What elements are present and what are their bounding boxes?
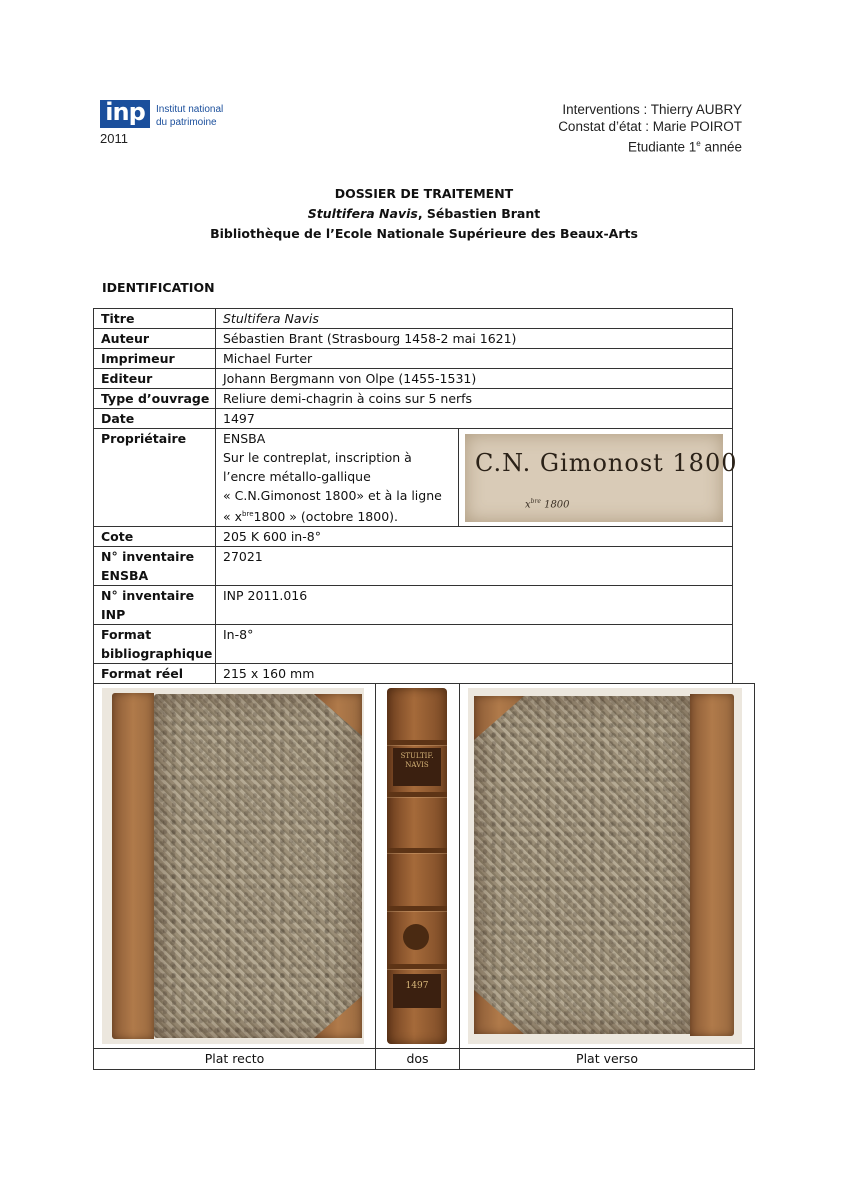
inscription-photo xyxy=(465,434,738,522)
table-row xyxy=(94,429,733,527)
owner-description xyxy=(216,429,459,527)
row-label: Format réel xyxy=(94,664,216,684)
logo-institution-line1: Institut national xyxy=(156,104,224,115)
row-label: Type d’ouvrage xyxy=(94,389,216,409)
inscription-date xyxy=(525,492,570,514)
table-row xyxy=(94,664,733,684)
row-label: Editeur xyxy=(94,369,216,389)
owner-line-part: « x xyxy=(223,509,243,525)
row-label: Auteur xyxy=(94,329,216,349)
table-row xyxy=(94,547,733,586)
caption-dos: dos xyxy=(375,1048,460,1070)
caption-verso: Plat verso xyxy=(459,1048,755,1070)
table-row xyxy=(94,369,733,389)
caption-recto: Plat recto xyxy=(93,1048,376,1070)
owner-line: l’encre métallo-gallique xyxy=(223,469,371,484)
row-label xyxy=(94,586,216,625)
row-label: Date xyxy=(94,409,216,429)
inscription-handwriting: C.N. Gimonost 1800 xyxy=(475,449,738,477)
spine-title-line: STULTIF. xyxy=(400,752,434,760)
photo-cell-dos xyxy=(375,683,460,1049)
row-value: INP 2011.016 xyxy=(216,586,733,625)
row-label-line: ENSBA xyxy=(101,568,149,584)
table-row xyxy=(94,349,733,369)
table-row xyxy=(94,586,733,625)
photo-cell-recto xyxy=(93,683,376,1049)
logo-institution-line2: du patrimoine xyxy=(156,117,217,128)
table-row xyxy=(94,389,733,409)
binding-photos xyxy=(93,683,755,1070)
spine-date-label: 1497 xyxy=(393,974,441,1008)
title-work: Stultifera Navis xyxy=(307,206,418,221)
constat-line: Constat d’état : Marie POIROT xyxy=(558,119,742,134)
title-line3: Bibliothèque de l’Ecole Nationale Supérieure des Beaux-Arts xyxy=(210,226,638,241)
inscription-date-sup: bre xyxy=(530,498,541,505)
spine-title-line: NAVIS xyxy=(405,761,429,769)
owner-line: Sur le contreplat, inscription à xyxy=(223,450,412,465)
spine-band xyxy=(387,964,447,969)
row-label: Titre xyxy=(94,309,216,329)
recto-photo xyxy=(102,688,364,1044)
recto-board xyxy=(154,694,362,1038)
table-row xyxy=(94,625,733,664)
owner-line xyxy=(223,505,458,526)
spine-band xyxy=(387,848,447,853)
table-row xyxy=(94,329,733,349)
recto-spine-leather xyxy=(112,693,154,1039)
row-label-line: INP xyxy=(101,607,126,623)
logo-year: 2011 xyxy=(100,131,128,146)
interventions-line: Interventions : Thierry AUBRY xyxy=(562,102,742,117)
row-label xyxy=(94,547,216,586)
spine-band xyxy=(387,906,447,911)
spine-title-label xyxy=(393,748,441,786)
row-value: Michael Furter xyxy=(216,349,733,369)
title-line2 xyxy=(0,204,848,224)
row-value: 205 K 600 in-8° xyxy=(216,527,733,547)
spine-band xyxy=(387,740,447,745)
row-value: Reliure demi-chagrin à coins sur 5 nerfs xyxy=(216,389,733,409)
owner-line-part: 1800 » (octobre 1800). xyxy=(253,509,398,525)
owner-line: « C.N.Gimonost 1800» et à la ligne xyxy=(223,488,442,503)
row-value: 27021 xyxy=(216,547,733,586)
table-row xyxy=(94,409,733,429)
table-row xyxy=(94,527,733,547)
row-value: Johann Bergmann von Olpe (1455-1531) xyxy=(216,369,733,389)
row-value: In-8° xyxy=(216,625,733,664)
row-label: Imprimeur xyxy=(94,349,216,369)
spine-photo xyxy=(387,688,447,1044)
verso-spine-leather xyxy=(690,694,734,1036)
title-line1: DOSSIER DE TRAITEMENT xyxy=(334,186,514,201)
spine-band xyxy=(387,792,447,797)
identification-table xyxy=(93,308,738,684)
owner-line-sup: bre xyxy=(242,510,254,518)
row-value: Sébastien Brant (Strasbourg 1458-2 mai 1621) xyxy=(216,329,733,349)
row-value: 215 x 160 mm xyxy=(216,664,733,684)
row-label xyxy=(94,625,216,664)
student-line xyxy=(558,135,742,156)
section-heading: IDENTIFICATION xyxy=(102,280,215,295)
row-label-line: bibliographique xyxy=(101,646,213,662)
student-tail: année xyxy=(700,139,742,155)
row-label-line: Format xyxy=(101,627,152,643)
title-author: , Sébastien Brant xyxy=(417,206,541,221)
verso-board xyxy=(474,696,694,1034)
inscription-date-tail: 1800 xyxy=(540,499,570,511)
verso-photo xyxy=(468,688,742,1044)
inscription-photo-cell xyxy=(459,429,738,527)
row-label: Propriétaire xyxy=(94,429,216,527)
row-value: 1497 xyxy=(216,409,733,429)
inscription-date-part: x xyxy=(525,499,531,511)
row-label-line: N° inventaire xyxy=(101,588,195,604)
table-row xyxy=(94,309,733,329)
student-text: Etudiante 1 xyxy=(627,139,697,155)
header-credits xyxy=(558,101,742,156)
owner-line: ENSBA xyxy=(223,431,266,446)
inp-logo-mark: inp xyxy=(100,100,150,128)
spine-ornament xyxy=(403,924,429,950)
student-sup: e xyxy=(696,139,701,148)
document-title xyxy=(0,184,848,244)
photo-cell-verso xyxy=(459,683,755,1049)
row-label-line: N° inventaire xyxy=(101,549,195,565)
row-label: Cote xyxy=(94,527,216,547)
row-value: Stultifera Navis xyxy=(216,309,733,329)
